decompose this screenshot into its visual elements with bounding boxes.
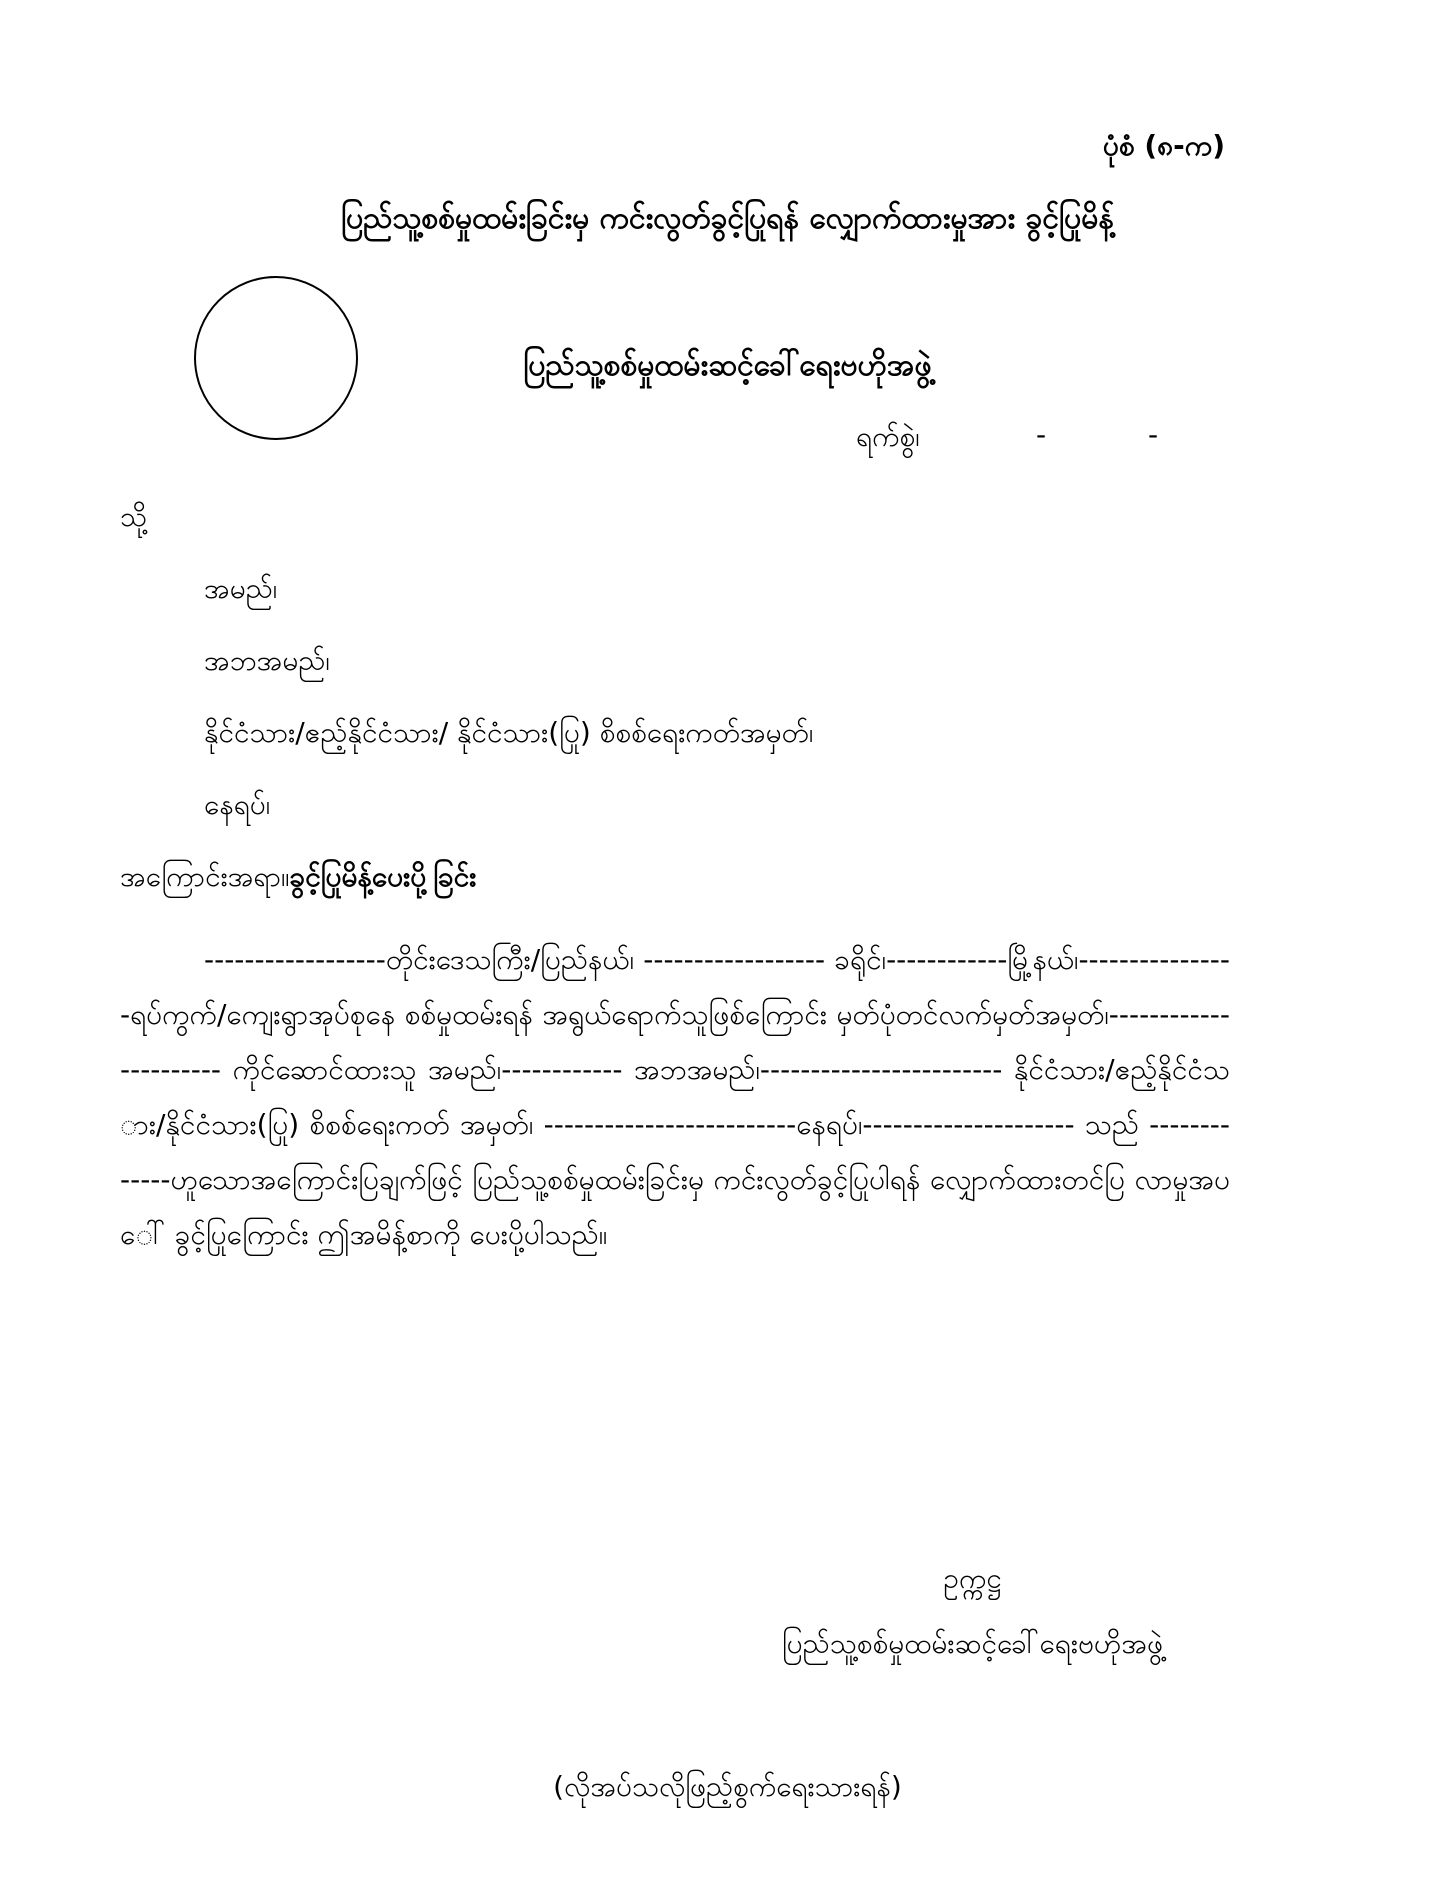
address-field-label: နေရပ်၊ xyxy=(204,788,271,821)
body-paragraph: ------------------တိုင်းဒေသကြီး/ပြည်နယ်၊ ------------------ ခရိုင်၊------------မြို့နယ်၊----------------ရပ်ကွက်/ကျေးရွာအုပ်စုနေ စစ်မှုထမ်းရန် အရွယ်ရောက်သူဖြစ်ကြောင်း မှတ်ပုံတင်လက်မှတ်အမှတ်၊---------------------- ကိုင်ဆောင်ထားသူ အမည်၊------------ အဘအမည်၊------------------------ နိုင်ငံသား/ဧည့်နိုင်ငံသား/နိုင်ငံသား(ပြု) စိစစ်ရေးကတ် အမှတ်၊ -------------------------နေရပ်၊--------------------- သည် -------------ဟူသောအကြောင်းပြချက်ဖြင့် ပြည်သူ့စစ်မှုထမ်းခြင်းမှ ကင်းလွတ်ခွင့်ပြုပါရန် လျှောက်ထားတင်ပြ လာမှုအပေါ် ခွင့်ပြုကြောင်း ဤအမိန့်စာကို ပေးပို့ပါသည်။ xyxy=(120,943,1230,1251)
date-label: ရက်စွဲ၊ xyxy=(856,420,920,453)
name-field-label: အမည်၊ xyxy=(204,572,278,605)
form-number: ပုံစံ (၈-က) xyxy=(1102,129,1225,162)
document-title: ပြည်သူ့စစ်မှုထမ်းခြင်းမှ ကင်းလွတ်ခွင့်ပြုရန် လျှောက်ထားမှုအား ခွင့်ပြုမိန့် xyxy=(341,201,1114,236)
subject-label: အကြောင်းအရာ။ xyxy=(120,860,290,893)
subject-line xyxy=(120,858,476,900)
nrc-field-label: နိုင်ငံသား/ဧည့်နိုင်ငံသား/ နိုင်ငံသား(ပြု) စိစစ်ရေးကတ်အမှတ်၊ xyxy=(204,716,814,749)
signatory-organization: ပြည်သူ့စစ်မှုထမ်းဆင့်ခေါ်ရေးဗဟိုအဖွဲ့ xyxy=(781,1627,1164,1660)
committee-heading: ပြည်သူ့စစ်မှုထမ်းဆင့်ခေါ်ရေးဗဟိုအဖွဲ့ xyxy=(523,348,932,383)
footnote: (လိုအပ်သလိုဖြည့်စွက်ရေးသားရန်) xyxy=(553,1770,902,1803)
recipient-label: သို့ xyxy=(120,500,148,533)
date-separator: - xyxy=(1036,418,1047,451)
date-separator: - xyxy=(1148,418,1159,451)
signatory-role: ဥက္ကဋ္ဌ xyxy=(943,1562,1002,1595)
father-name-field-label: အဘအမည်၊ xyxy=(204,644,330,677)
subject-text: ခွင့်ပြုမိန့်ပေးပို့ခြင်း xyxy=(289,860,477,893)
